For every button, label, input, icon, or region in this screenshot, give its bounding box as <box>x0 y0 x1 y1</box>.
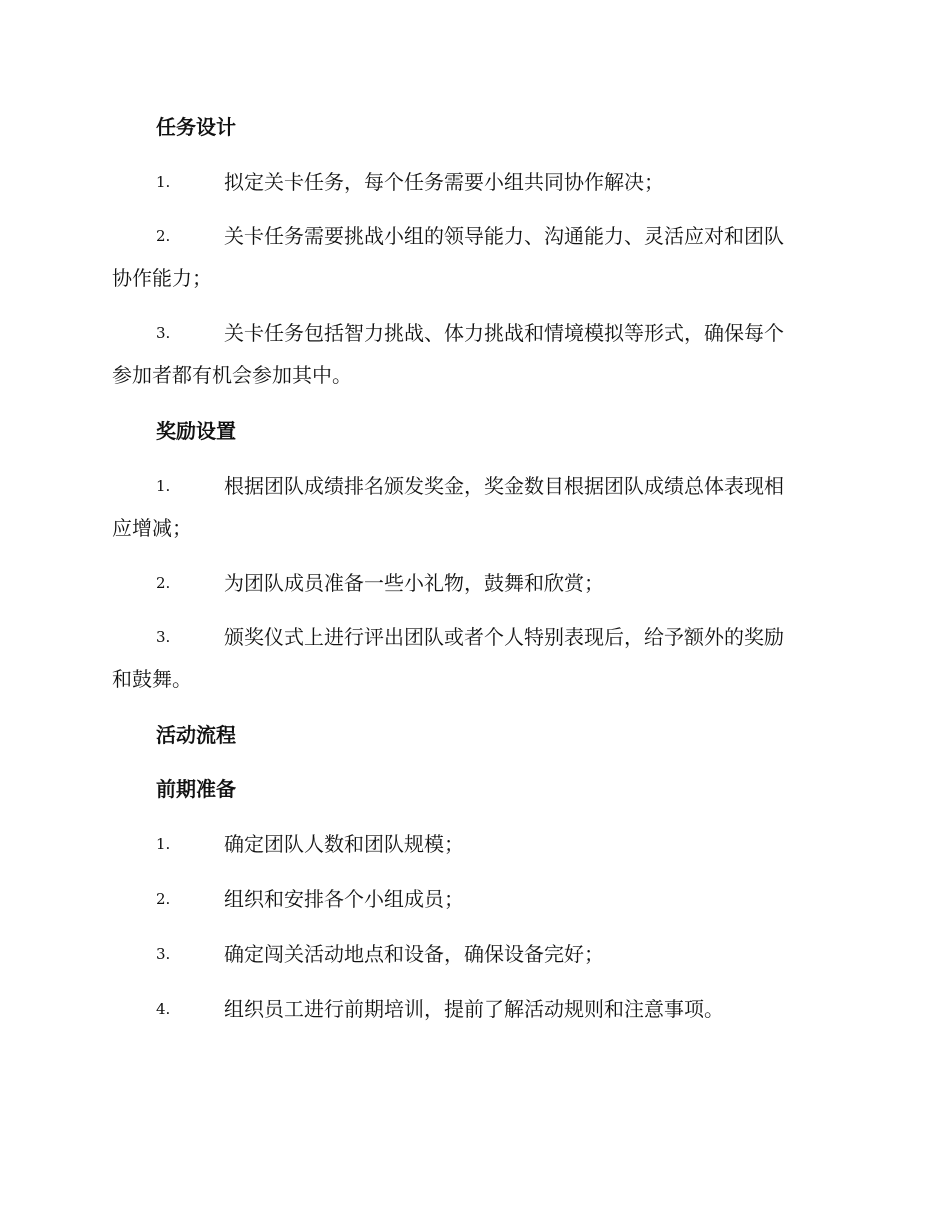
list-item-text: 组织和安排各个小组成员； <box>224 887 464 911</box>
list-item-text: 关卡任务需要挑战小组的领导能力、沟通能力、灵活应对和团队 <box>224 224 784 248</box>
list-item <box>112 161 838 203</box>
list-item <box>112 562 838 604</box>
subsection-heading-preparation: 前期准备 <box>156 777 236 801</box>
list-item-number: 1. <box>156 835 171 853</box>
list-item <box>112 878 838 920</box>
list-item-text: 关卡任务包括智力挑战、体力挑战和情境模拟等形式，确保每个 <box>224 321 784 345</box>
list-item <box>112 616 838 700</box>
section-heading-task-design: 任务设计 <box>156 115 236 139</box>
list-item-number: 1. <box>156 477 171 495</box>
list-item <box>112 988 838 1030</box>
list-item-text-continued: 和鼓舞。 <box>112 667 192 691</box>
list-item <box>112 823 838 865</box>
list-item <box>112 465 838 549</box>
list-item-text: 拟定关卡任务，每个任务需要小组共同协作解决； <box>224 170 664 194</box>
list-item <box>112 312 838 396</box>
list-item <box>112 933 838 975</box>
list-item-text: 为团队成员准备一些小礼物，鼓舞和欣赏； <box>224 571 604 595</box>
list-item-number: 2. <box>156 227 171 245</box>
list-item-number: 3. <box>156 628 171 646</box>
section-heading-reward-setting: 奖励设置 <box>156 419 236 443</box>
list-item-text-continued: 协作能力； <box>112 266 212 290</box>
list-item <box>112 215 838 299</box>
list-item-text: 颁奖仪式上进行评出团队或者个人特别表现后，给予额外的奖励 <box>224 625 784 649</box>
list-item-number: 3. <box>156 945 171 963</box>
section-heading-activity-flow: 活动流程 <box>156 723 236 747</box>
list-item-text: 组织员工进行前期培训，提前了解活动规则和注意事项。 <box>224 997 724 1021</box>
list-item-number: 2. <box>156 574 171 592</box>
list-item-text-continued: 参加者都有机会参加其中。 <box>112 363 352 387</box>
list-item-text: 根据团队成绩排名颁发奖金，奖金数目根据团队成绩总体表现相 <box>224 474 784 498</box>
list-item-text: 确定闯关活动地点和设备，确保设备完好； <box>224 942 604 966</box>
list-item-number: 3. <box>156 324 171 342</box>
list-item-text: 确定团队人数和团队规模； <box>224 832 464 856</box>
list-item-text-continued: 应增减； <box>112 516 192 540</box>
list-item-number: 1. <box>156 173 171 191</box>
list-item-number: 2. <box>156 890 171 908</box>
list-item-number: 4. <box>156 1000 171 1018</box>
